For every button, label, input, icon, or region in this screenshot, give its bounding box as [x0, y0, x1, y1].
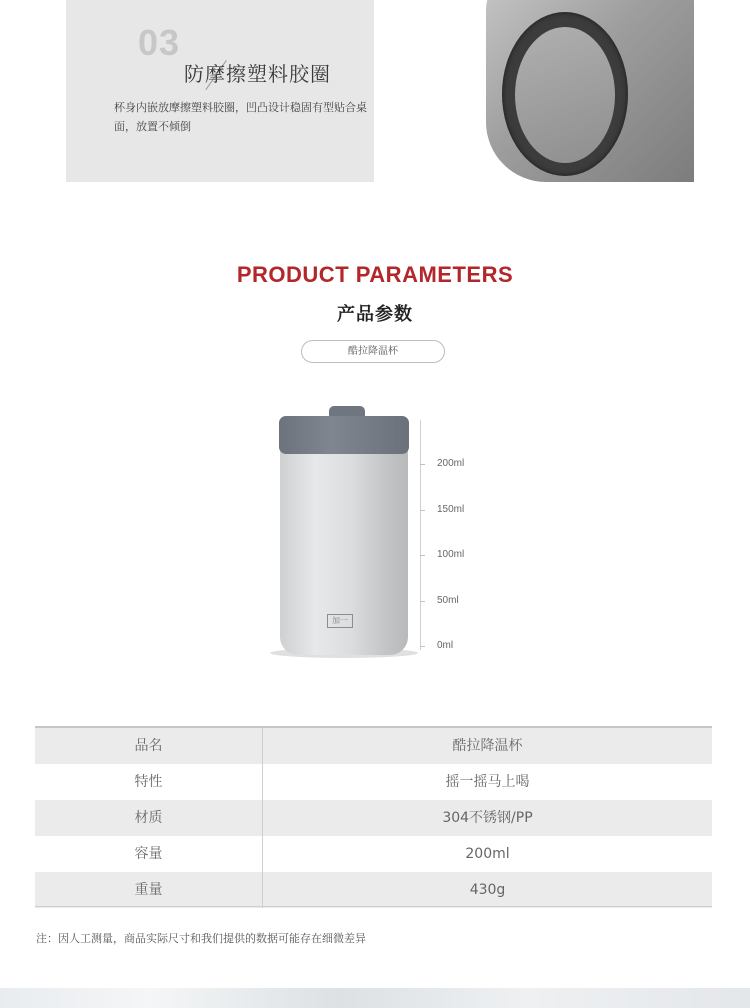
table-row [35, 800, 712, 836]
scale-label-200: 200ml [437, 458, 465, 469]
spec-key: 特性 [35, 764, 263, 800]
cup-bottom-pad-image [515, 27, 615, 163]
spec-table [35, 726, 712, 908]
scale-label-150: 150ml [437, 504, 465, 515]
table-row [35, 728, 712, 764]
brand-logo: 加一 [327, 614, 353, 628]
table-row [35, 872, 712, 908]
table-row [35, 764, 712, 800]
feature-description: 杯身内嵌放摩擦塑料胶圈，凹凸设计稳固有型贴合桌面，放置不倾倒 [114, 101, 367, 133]
spec-key: 材质 [35, 800, 263, 836]
params-title-cn: 产品参数 [337, 304, 413, 325]
next-section-strip [0, 988, 750, 1008]
spec-value: 430g [469, 882, 506, 898]
feature-title: 防摩擦塑料胶圈 [184, 62, 331, 86]
table-row [35, 836, 712, 872]
capacity-scale [420, 420, 421, 650]
cup-lid-image [279, 416, 409, 454]
feature-panel [66, 0, 374, 182]
scale-tick [420, 601, 425, 602]
spec-key: 容量 [35, 836, 263, 872]
spec-value: 200ml [465, 846, 510, 862]
spec-value: 摇一摇马上喝 [445, 774, 530, 790]
scale-tick [420, 510, 425, 511]
scale-label-50: 50ml [437, 595, 459, 606]
params-title-en: PRODUCT PARAMETERS [236, 262, 514, 287]
table-bottom-border [35, 906, 712, 907]
footnote: 注：因人工测量，商品实际尺寸和我们提供的数据可能存在细微差异 [36, 932, 366, 945]
spec-key: 重量 [35, 872, 263, 908]
scale-tick [420, 555, 425, 556]
cup-bottom-photo [374, 0, 694, 182]
scale-label-0: 0ml [437, 640, 454, 651]
product-name-pill: 酷拉降温杯 [301, 340, 445, 363]
feature-number: 03 [138, 22, 181, 63]
spec-value: 304不锈钢/PP [442, 810, 533, 826]
scale-tick [420, 646, 425, 647]
spec-key: 品名 [35, 728, 263, 764]
scale-label-100: 100ml [437, 549, 465, 560]
scale-tick [420, 464, 425, 465]
spec-value: 酷拉降温杯 [452, 738, 523, 754]
